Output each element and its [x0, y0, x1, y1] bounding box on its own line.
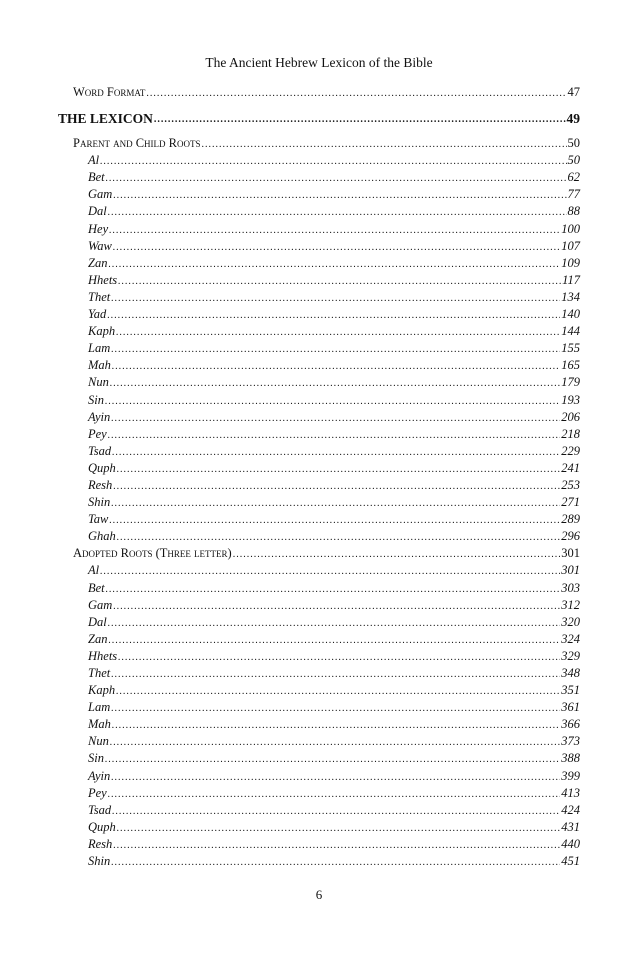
dot-leader [112, 361, 560, 372]
toc-entry-label: Mah [88, 717, 111, 732]
toc-entry-label: Ayin [88, 409, 111, 424]
dot-leader [113, 601, 560, 612]
dot-leader [106, 584, 561, 595]
dot-leader [100, 156, 566, 167]
toc-entry [58, 734, 580, 751]
toc-entry-label: Adopted Roots (Three letter) [73, 546, 232, 561]
toc-entry-page: 399 [561, 768, 580, 783]
dot-leader [112, 806, 560, 817]
toc-entry-label: Ghah [88, 529, 116, 544]
toc-entry-label: Word Format [73, 85, 146, 99]
toc-entry-page: 329 [561, 648, 580, 663]
toc-entry-label: Pey [88, 426, 107, 441]
dot-leader [108, 789, 561, 800]
toc-entry-page: 440 [561, 836, 580, 851]
toc-entry [58, 529, 580, 546]
dot-leader [108, 618, 561, 629]
toc-entry-page: 49 [566, 111, 580, 127]
toc-entry-label: Gam [88, 187, 113, 202]
dot-leader [110, 737, 560, 748]
toc-entry-label: Al [88, 153, 100, 168]
toc-entry-label: Dal [88, 614, 107, 629]
toc-entry-label: Hhets [88, 648, 118, 663]
toc-section-entry [58, 108, 580, 130]
toc-entry-page: 218 [561, 426, 580, 441]
toc-entry-label: Yad [88, 307, 107, 322]
toc-entry [58, 187, 580, 204]
toc-entry [58, 615, 580, 632]
dot-leader [146, 88, 566, 99]
dot-leader [113, 481, 560, 492]
dot-leader [112, 720, 560, 731]
toc-entry-label: Pey [88, 785, 107, 800]
toc-entry-label: Nun [88, 375, 109, 390]
toc-entry [58, 563, 580, 580]
dot-leader [111, 293, 560, 304]
toc-entry-label: Tsad [88, 802, 112, 817]
dot-leader [117, 823, 560, 834]
toc-entry [58, 427, 580, 444]
toc-entry [58, 204, 580, 221]
dot-leader [233, 549, 561, 560]
toc-entry [58, 375, 580, 392]
toc-entry [58, 786, 580, 803]
toc-entry-page: 324 [561, 631, 580, 646]
toc-entry [58, 222, 580, 239]
toc-entry-page: 62 [567, 170, 580, 185]
toc-entry-label: Bet [88, 580, 105, 595]
toc-entry-label: Parent and Child Roots [73, 136, 201, 151]
dot-leader [105, 754, 560, 765]
toc-entry-page: 348 [561, 666, 580, 680]
toc-entry [58, 751, 580, 768]
toc-entry-page: 296 [561, 529, 580, 544]
dot-leader [118, 652, 560, 663]
toc-entry-page: 88 [567, 204, 580, 219]
toc-entry-page: 366 [561, 717, 580, 732]
toc-entry [58, 512, 580, 529]
toc-entry-page: 289 [561, 512, 580, 527]
dot-leader [111, 498, 560, 509]
dot-leader [116, 327, 560, 338]
toc-entry-page: 388 [561, 751, 580, 766]
toc-entry-label: Sin [88, 751, 104, 766]
toc-entry-page: 361 [561, 700, 580, 715]
dot-leader [116, 686, 560, 697]
dot-leader [108, 430, 561, 441]
toc-entry-label: Zan [88, 631, 108, 646]
dot-leader [117, 532, 560, 543]
toc-entry-label: Thet [88, 666, 111, 680]
toc-entry-label: Mah [88, 358, 111, 373]
running-header: The Ancient Hebrew Lexicon of the Bible [205, 55, 433, 70]
toc-entry [58, 837, 580, 854]
toc-entry-label: Hhets [88, 272, 118, 287]
dot-leader [106, 173, 567, 184]
table-of-contents [58, 85, 580, 871]
toc-entry [58, 170, 580, 187]
toc-entry-label: THE LEXICON [58, 111, 153, 127]
toc-entry-label: Hey [88, 221, 109, 236]
toc-entry-label: Dal [88, 204, 107, 219]
toc-entry-page: 100 [561, 221, 580, 236]
dot-leader [111, 413, 560, 424]
dot-leader [112, 447, 560, 458]
toc-entry-page: 253 [561, 477, 580, 492]
dot-leader [108, 635, 560, 646]
toc-entry-page: 351 [561, 683, 580, 698]
dot-leader [154, 114, 566, 125]
toc-entry-label: Resh [88, 836, 113, 851]
toc-entry [58, 717, 580, 734]
toc-entry-label: Kaph [88, 683, 116, 698]
page-number: 6 [315, 887, 323, 902]
toc-entry-page: 140 [561, 307, 580, 322]
toc-entry [58, 803, 580, 820]
toc-entry-label: Nun [88, 734, 109, 749]
toc-entry-page: 109 [561, 255, 580, 270]
toc-entry [58, 410, 580, 427]
toc-entry [58, 290, 580, 307]
toc-entry-label: Lam [88, 341, 111, 356]
toc-entry-page: 50 [567, 153, 580, 168]
toc-entry-label: Gam [88, 597, 113, 612]
toc-entry-page: 144 [561, 324, 580, 339]
dot-leader [100, 566, 560, 577]
dot-leader [202, 139, 567, 150]
toc-entry [58, 256, 580, 273]
dot-leader [111, 344, 560, 355]
toc-entry-label: Taw [88, 512, 109, 527]
dot-leader [111, 857, 560, 868]
toc-entry-label: Thet [88, 289, 111, 304]
toc-entry [58, 273, 580, 290]
toc-entry-page: 107 [561, 238, 580, 253]
toc-entry [58, 769, 580, 786]
toc-entry-page: 117 [562, 272, 580, 287]
toc-entry-label: Resh [88, 477, 113, 492]
toc-entry [58, 854, 580, 871]
toc-entry-page: 301 [561, 546, 580, 561]
toc-entry-page: 179 [561, 375, 580, 390]
toc-entry-page: 229 [561, 443, 580, 458]
dot-leader [108, 207, 567, 218]
dot-leader [111, 772, 560, 783]
toc-entry-page: 312 [561, 597, 580, 612]
toc-entry [58, 239, 580, 256]
toc-entry [58, 358, 580, 375]
toc-subsection-entry [58, 136, 580, 153]
toc-entry-page: 373 [561, 734, 580, 749]
toc-entry [58, 700, 580, 717]
toc-entry [58, 598, 580, 615]
dot-leader [113, 190, 566, 201]
toc-entry-page: 320 [561, 614, 580, 629]
dot-leader [117, 464, 560, 475]
toc-entry-page: 206 [561, 409, 580, 424]
toc-entry-label: Ayin [88, 768, 111, 783]
toc-entry [58, 307, 580, 324]
dot-leader [118, 276, 561, 287]
toc-entry-label: Sin [88, 392, 104, 407]
toc-entry-page: 165 [561, 358, 580, 373]
toc-entry [58, 581, 580, 598]
dot-leader [113, 242, 560, 253]
toc-entry-label: Shin [88, 854, 111, 869]
dot-leader [113, 840, 560, 851]
toc-entry [58, 444, 580, 461]
toc-entry-label: Kaph [88, 324, 116, 339]
dot-leader [109, 225, 560, 236]
toc-entry [58, 632, 580, 649]
toc-entry-label: Tsad [88, 443, 112, 458]
toc-entry-label: Quph [88, 819, 116, 834]
toc-entry [58, 478, 580, 495]
toc-entry [58, 461, 580, 478]
toc-entry-page: 431 [561, 819, 580, 834]
toc-entry [58, 393, 580, 410]
toc-entry-page: 77 [567, 187, 580, 202]
dot-leader [105, 396, 560, 407]
toc-entry-page: 134 [561, 289, 580, 304]
toc-entry [58, 495, 580, 512]
toc-entry-page: 155 [561, 341, 580, 356]
dot-leader [108, 259, 560, 270]
toc-entry-label: Waw [88, 238, 112, 253]
toc-entry-page: 451 [561, 854, 580, 869]
toc-entry [58, 341, 580, 358]
toc-entry-page: 47 [567, 85, 580, 99]
toc-entry-page: 303 [561, 580, 580, 595]
toc-entry [58, 666, 580, 683]
toc-entry [58, 324, 580, 341]
toc-entry-page: 301 [561, 563, 580, 578]
toc-subsection-entry [58, 85, 580, 102]
toc-entry-label: Quph [88, 460, 116, 475]
toc-entry [58, 683, 580, 700]
toc-entry-label: Lam [88, 700, 111, 715]
toc-entry-page: 241 [561, 460, 580, 475]
toc-entry-page: 271 [561, 495, 580, 510]
dot-leader [109, 515, 560, 526]
toc-entry-page: 193 [561, 392, 580, 407]
toc-entry [58, 649, 580, 666]
toc-entry-page: 50 [567, 136, 580, 151]
dot-leader [111, 703, 560, 714]
toc-entry [58, 153, 580, 170]
dot-leader [107, 310, 560, 321]
toc-entry-label: Zan [88, 255, 108, 270]
toc-entry-label: Al [88, 563, 100, 578]
toc-subsection-entry [58, 546, 580, 563]
toc-entry [58, 820, 580, 837]
toc-entry-label: Bet [88, 170, 105, 185]
dot-leader [110, 378, 560, 389]
toc-entry-page: 413 [561, 785, 580, 800]
dot-leader [111, 669, 560, 680]
toc-entry-label: Shin [88, 495, 111, 510]
toc-entry-page: 424 [561, 802, 580, 817]
